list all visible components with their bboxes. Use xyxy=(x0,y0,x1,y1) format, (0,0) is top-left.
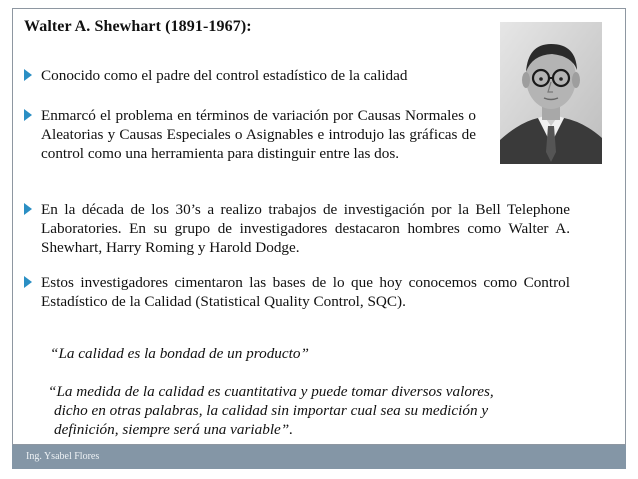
bullet-item xyxy=(24,66,464,85)
bullet-arrow-icon xyxy=(24,203,32,215)
bullet-arrow-icon xyxy=(24,69,32,81)
bullet-text: En la década de los 30’s a realizo trabajos de investigación por la Bell Telephone Laboratories. En su grupo de investigadores destacaron hombres como Walter A. Shewhart, Harry Roming y Harold Dodge. xyxy=(41,201,570,256)
bullet-arrow-icon xyxy=(24,276,32,288)
quote-line: definición, siempre será una variable”. xyxy=(54,421,294,438)
quote-quality-measure xyxy=(48,382,494,439)
quote-quality-definition: “La calidad es la bondad de un producto” xyxy=(50,345,309,362)
bullet-text: Estos investigadores cimentaron las bases de lo que hoy conocemos como Control Estadístico de la Calidad (Statistical Quality Control, SQC). xyxy=(41,274,570,310)
slide-title: Walter A. Shewhart (1891-1967): xyxy=(24,18,252,35)
portrait-photo xyxy=(500,22,602,164)
quote-line: dicho en otras palabras, la calidad sin importar cual sea su medición y xyxy=(54,402,489,419)
footer-bar xyxy=(12,445,626,469)
portrait-image xyxy=(500,22,602,164)
bullet-text: Enmarcó el problema en términos de variación por Causas Normales o Aleatorias y Causas Especiales o Asignables e introdujo las gráficas de control como una herramienta para distinguir entre las dos. xyxy=(41,107,476,162)
bullet-arrow-icon xyxy=(24,109,32,121)
bullet-item xyxy=(24,200,570,257)
footer-author: Ing. Ysabel Flores xyxy=(26,451,100,462)
bullet-item xyxy=(24,106,476,163)
bullet-text: Conocido como el padre del control estadístico de la calidad xyxy=(41,67,408,84)
bullet-item xyxy=(24,273,570,311)
quote-line: “La medida de la calidad es cuantitativa y puede tomar diversos valores, xyxy=(48,383,494,400)
